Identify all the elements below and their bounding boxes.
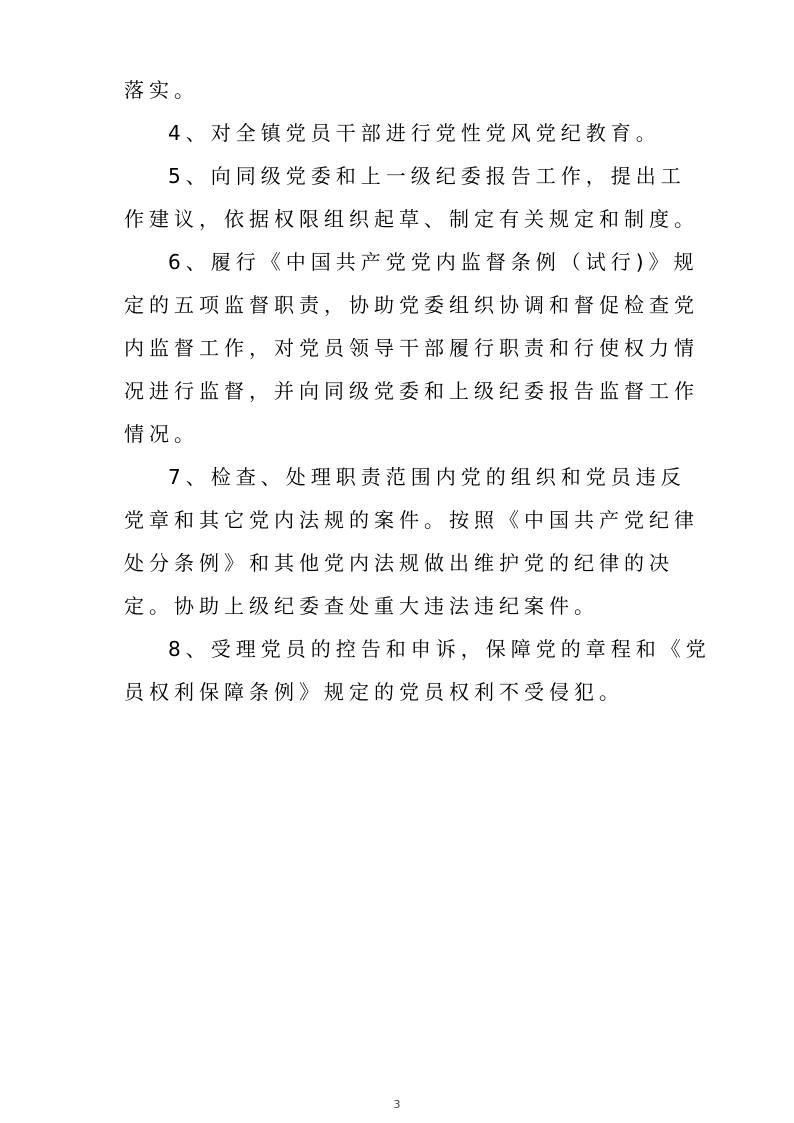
text-line: 内监督工作，对党员领导干部履行职责和行使权力情 (124, 336, 699, 360)
paragraph-start-line: 4、对全镇党员干部进行党性党风党纪教育。 (168, 121, 661, 145)
text-line: 落实。 (124, 78, 199, 102)
paragraph-start-line: 7、检查、处理职责范围内党的组织和党员违反 (168, 465, 686, 489)
text-line: 定的五项监督职责，协助党委组织协调和督促检查党 (124, 293, 699, 317)
page-number: 3 (393, 1098, 401, 1111)
paragraph-start-line: 8、受理党员的控告和申诉，保障党的章程和《党 (168, 637, 711, 661)
text-line: 定。协助上级纪委查处重大违法违纪案件。 (124, 594, 599, 618)
document-body (124, 70, 711, 715)
text-line: 处分条例》和其他党内法规做出维护党的纪律的决 (124, 551, 674, 575)
text-line: 员权利保障条例》规定的党员权利不受侵犯。 (124, 680, 624, 704)
text-line: 作建议，依据权限组织起草、制定有关规定和制度。 (124, 207, 699, 231)
text-line: 党章和其它党内法规的案件。按照《中国共产党纪律 (124, 508, 699, 532)
text-line: 情况。 (124, 422, 199, 446)
text-line: 况进行监督，并向同级党委和上级纪委报告监督工作 (124, 379, 699, 403)
paragraph-start-line: 6、履行《中国共产党党内监督条例（试行)》规 (168, 250, 699, 274)
paragraph-start-line: 5、向同级党委和上一级纪委报告工作，提出工 (168, 164, 686, 188)
